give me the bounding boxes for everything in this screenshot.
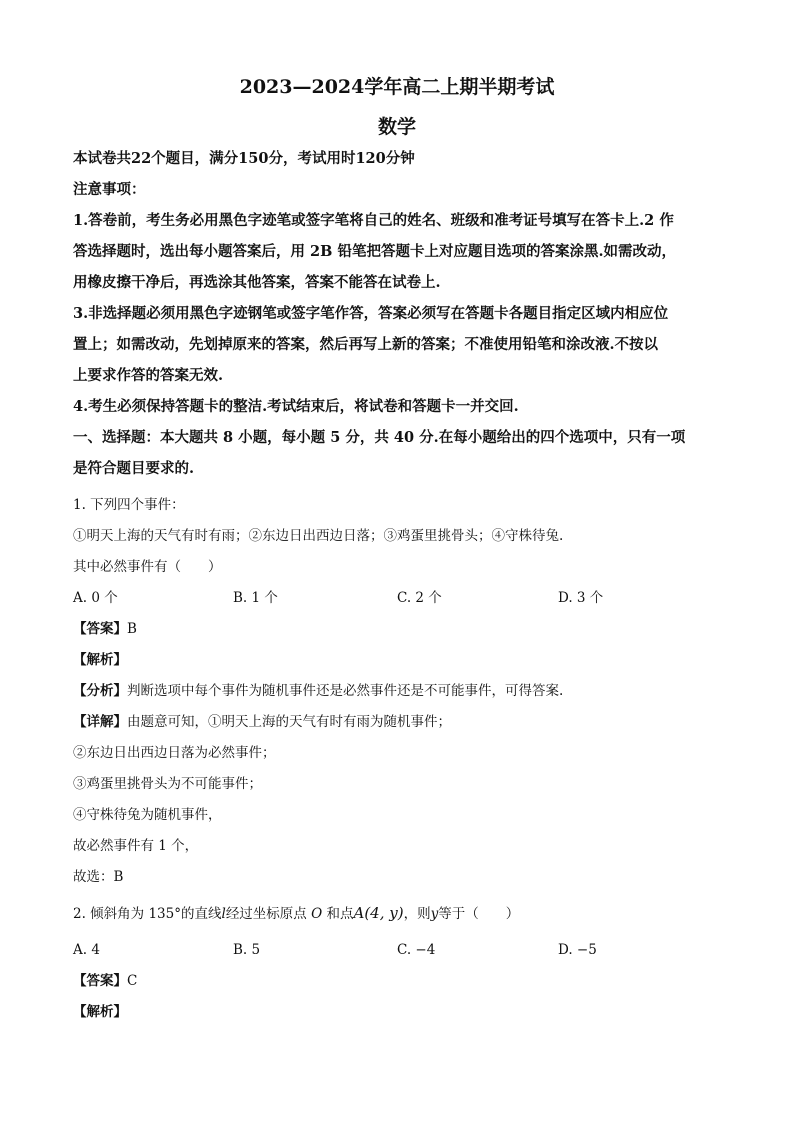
stem-text: 等于（ ）	[438, 906, 520, 922]
answer-label: 【答案】	[73, 973, 127, 989]
detail-line: ③鸡蛋里挑骨头为不可能事件；	[73, 776, 262, 792]
detail-line: 故必然事件有 1 个，	[73, 838, 199, 854]
notice-line: 上要求作答的答案无效.	[73, 367, 224, 384]
question-stem	[73, 898, 723, 930]
option-c: C. 2 个	[397, 590, 442, 606]
notice-heading: 注意事项：	[73, 181, 146, 198]
analysis-label: 【解析】	[73, 652, 127, 668]
option-d: D. −5	[558, 942, 597, 958]
notice-line: 用橡皮擦干净后，再选涂其他答案，答案不能答在试卷上.	[73, 274, 441, 291]
option-a: A. 4	[73, 942, 100, 958]
var-y: y	[430, 906, 439, 922]
var-l: l	[221, 906, 226, 922]
instructions-block	[73, 143, 723, 484]
notice-line: 3.非选择题必须用黑色字迹钢笔或签字笔作答，答案必须写在答题卡各题目指定区域内相应位	[73, 305, 669, 322]
question-1-solution	[73, 614, 723, 893]
option-d: D. 3 个	[558, 590, 604, 606]
detail-label: 【详解】	[73, 714, 127, 730]
option-b: B. 1 个	[233, 590, 278, 606]
option-c: C. −4	[397, 942, 436, 958]
notice-line: 答选择题时，选出每小题答案后，用 2B 铅笔把答题卡上对应题目选项的答案涂黑.如需改动，	[73, 243, 676, 260]
section-heading: 一、选择题：本大题共 8 小题，每小题 5 分，共 40 分.在每小题给出的四个选项中，只有一项	[73, 429, 686, 446]
analysis-label: 【解析】	[73, 1004, 127, 1020]
answer-value: B	[127, 621, 137, 637]
answer-label: 【答案】	[73, 621, 127, 637]
answer-value: C	[127, 973, 138, 989]
stem-text: 2. 倾斜角为 135°的直线	[73, 906, 222, 922]
question-events: ①明天上海的天气有时有雨；②东边日出西边日落；③鸡蛋里挑骨头；④守株待兔.	[73, 528, 564, 544]
question-stem: 1. 下列四个事件：	[73, 497, 185, 513]
section-heading: 是符合题目要求的.	[73, 460, 195, 477]
detail-line: ②东边日出西边日落为必然事件；	[73, 745, 276, 761]
exam-intro: 本试卷共22个题目，满分150分，考试用时120分钟	[73, 150, 415, 167]
question-1-options	[73, 583, 723, 614]
option-a: A. 0 个	[73, 590, 118, 606]
fenxi-text: 判断选项中每个事件为随机事件还是必然事件还是不可能事件，可得答案.	[127, 683, 564, 699]
notice-line: 4.考生必须保持答题卡的整洁.考试结束后，将试卷和答题卡一并交回.	[73, 398, 519, 415]
var-o: O	[311, 906, 323, 922]
detail-text: 由题意可知，①明天上海的天气有时有雨为随机事件；	[127, 714, 451, 730]
notice-line: 置上；如需改动，先划掉原来的答案，然后再写上新的答案；不准使用铅笔和涂改液.不按以	[73, 336, 659, 353]
stem-text: 和点	[326, 906, 354, 922]
question-2	[73, 898, 723, 930]
question-1	[73, 490, 723, 583]
question-2-options	[73, 935, 723, 966]
exam-subject: 数学	[377, 116, 416, 138]
point-a: A(4, y)	[353, 904, 404, 922]
question-2-solution	[73, 966, 723, 1028]
option-b: B. 5	[233, 942, 261, 958]
detail-line: 故选：B	[73, 869, 124, 885]
stem-text: ，则	[403, 906, 431, 922]
fenxi-label: 【分析】	[73, 683, 127, 699]
notice-line: 1.答卷前，考生务必用黑色字迹笔或签字笔将自己的姓名、班级和准考证号填写在答卡上.2 作	[73, 212, 674, 229]
stem-text: 经过坐标原点	[225, 906, 307, 922]
exam-title: 2023—2024学年高二上期半期考试	[239, 76, 555, 98]
question-ask: 其中必然事件有（ ）	[73, 559, 222, 575]
detail-line: ④守株待兔为随机事件，	[73, 807, 222, 823]
